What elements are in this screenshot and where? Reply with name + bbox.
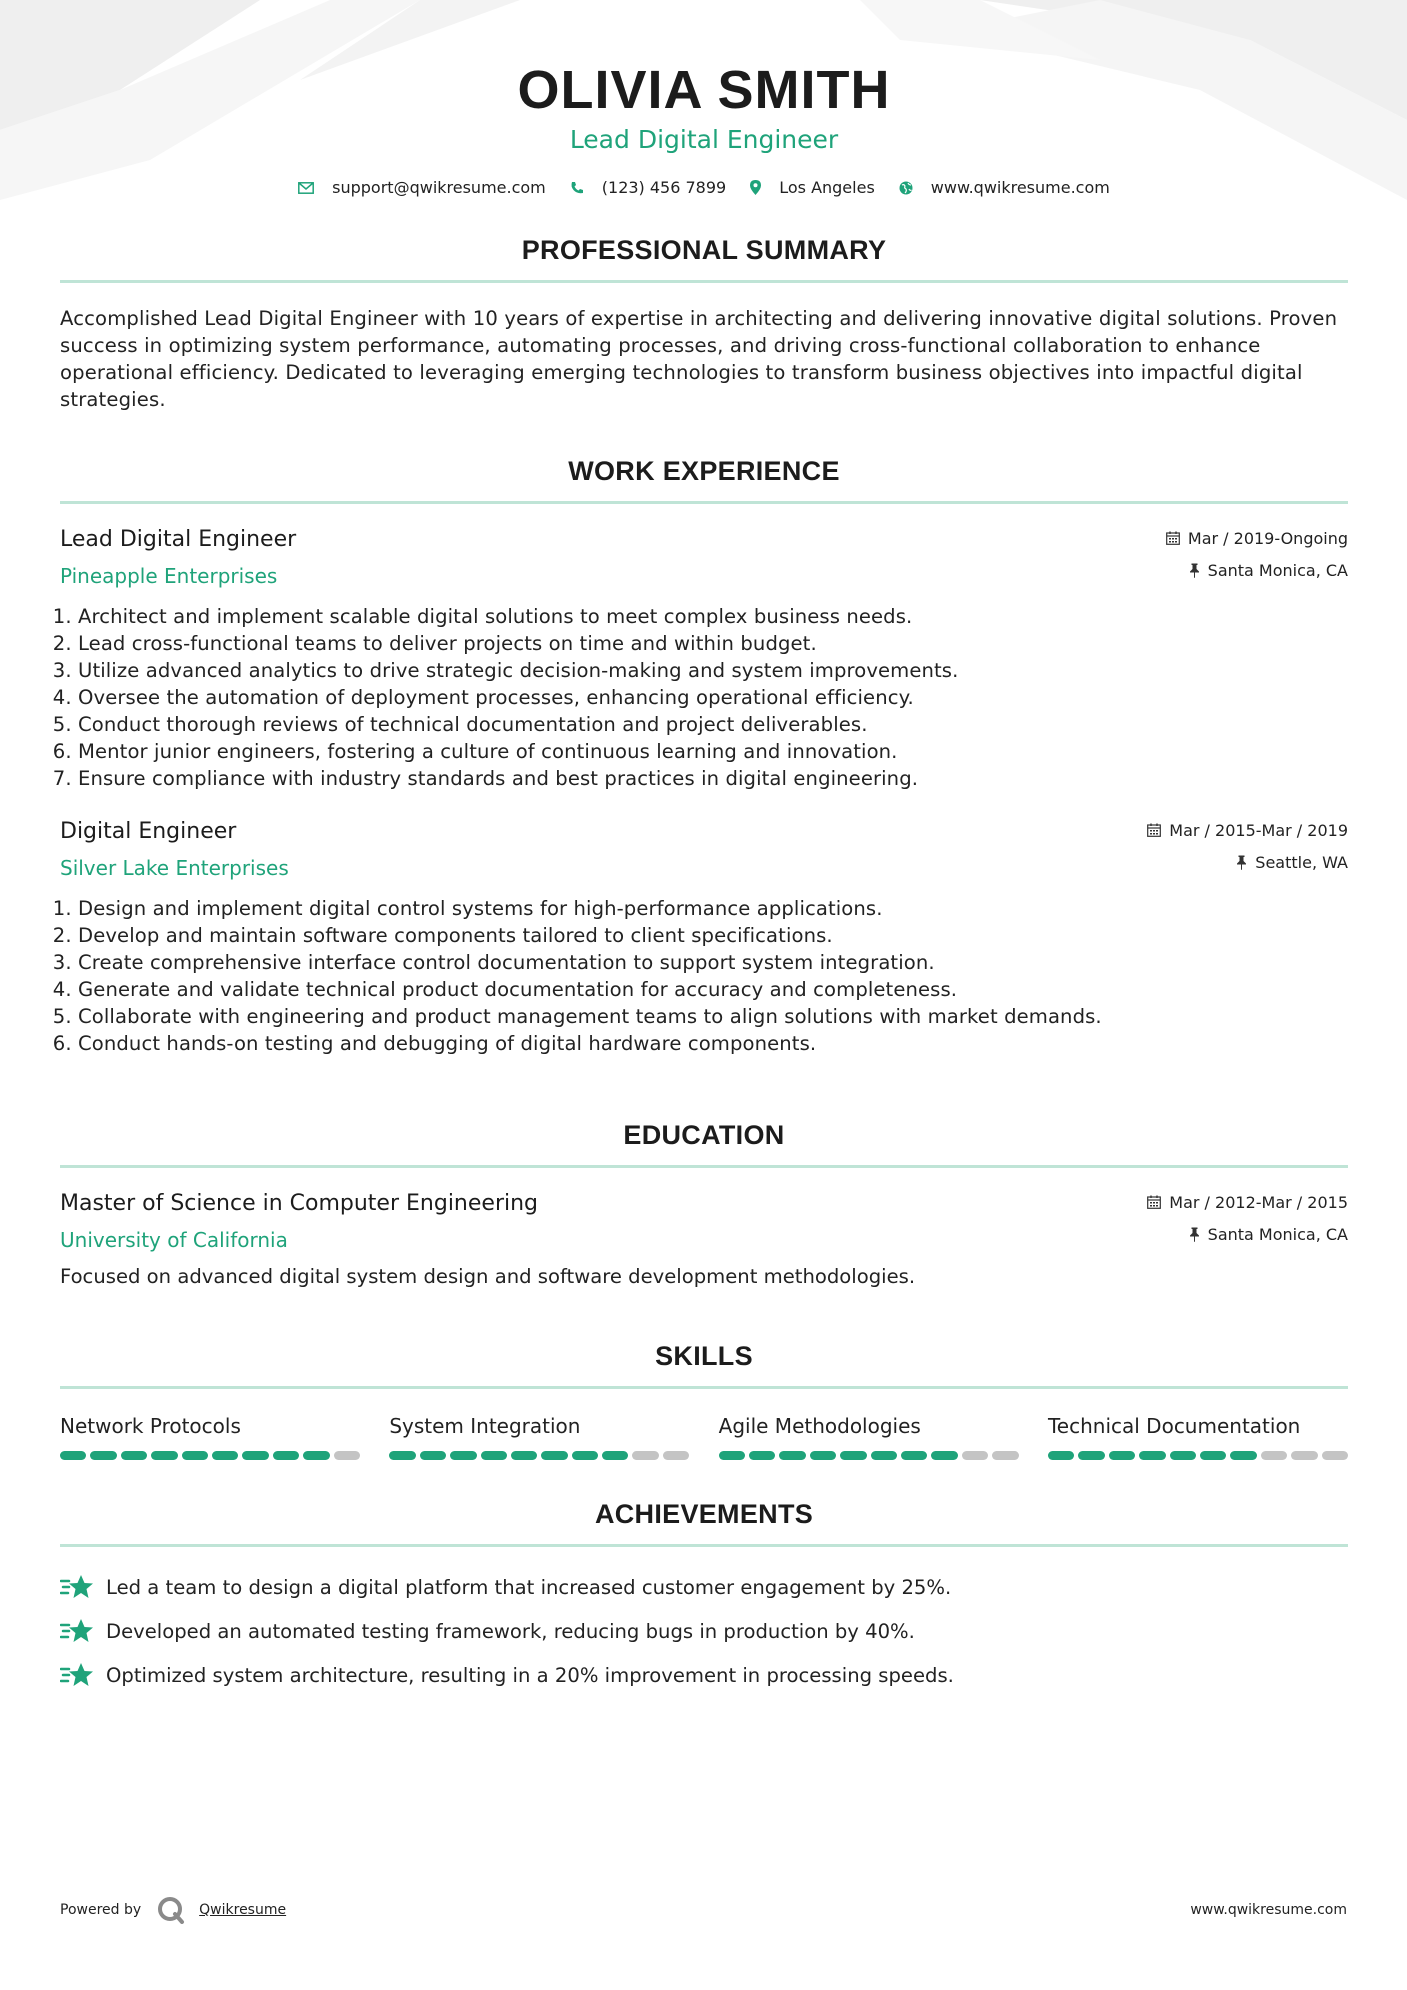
skill-name: System Integration [389,1414,581,1438]
section-title-summary: PROFESSIONAL SUMMARY [521,235,887,265]
page-footer [60,1896,1347,1924]
skill-segment-filled [1139,1451,1165,1460]
job-title: Digital Engineer [60,819,237,844]
pushpin-icon [1189,563,1200,578]
job-location-text: Santa Monica, CA [1207,560,1348,580]
job-dates-text: Mar / 2019-Ongoing [1187,528,1348,548]
location-text: Los Angeles [779,178,875,197]
education-meta [1147,1190,1348,1246]
skill-segment-empty [992,1451,1018,1460]
skill-name: Technical Documentation [1047,1414,1301,1438]
skill-level-bar [389,1451,689,1460]
skill-segment-filled [602,1451,628,1460]
section-title-skills: SKILLS [655,1341,753,1371]
job-duties [60,895,1348,1057]
section-divider [60,501,1348,504]
job-entry [60,818,1348,1057]
job-dates-text: Mar / 2015-Mar / 2019 [1169,820,1348,840]
skill-segment-filled [779,1451,805,1460]
globe-icon [899,181,913,195]
pushpin-icon [1189,1227,1200,1242]
skill-segment-filled [511,1451,537,1460]
calendar-icon [1166,531,1180,545]
achievement-item [60,1653,1348,1697]
list-item: 1. Design and implement digital control systems for high-performance applications. [78,895,1348,922]
achievement-text: Led a team to design a digital platform that increased customer engagement by 25%. [106,1575,952,1599]
calendar-icon [1147,823,1161,837]
achievement-text: Optimized system architecture, resulting in a 20% improvement in processing speeds. [106,1663,954,1687]
skill-name: Agile Methodologies [718,1414,921,1438]
education-dates-text: Mar / 2012-Mar / 2015 [1169,1192,1348,1212]
phone-text: (123) 456 7899 [601,178,727,197]
skill-segment-filled [481,1451,507,1460]
skills-list [60,1413,1348,1460]
email-text: support@qwikresume.com [332,178,546,197]
skill-segment-filled [810,1451,836,1460]
section-title-education: EDUCATION [623,1120,785,1150]
skill-segment-filled [840,1451,866,1460]
skill-segment-filled [931,1451,957,1460]
map-pin-icon [750,180,761,195]
skill-segment-filled [749,1451,775,1460]
skills-section [60,1340,1348,1460]
section-title-achievements: ACHIEVEMENTS [594,1499,814,1529]
skill-segment-filled [450,1451,476,1460]
calendar-icon [1147,1195,1161,1209]
job-meta [1147,818,1348,874]
resume-page [60,0,1348,1697]
skill-segment-filled [1170,1451,1196,1460]
list-item: 1. Architect and implement scalable digital solutions to meet complex business needs. [78,603,1348,630]
job-dates [1166,526,1348,550]
education-location [1147,1222,1348,1246]
skill-segment-empty [663,1451,689,1460]
skill-level-bar [1048,1451,1348,1460]
job-meta [1166,526,1348,582]
candidate-name: OLIVIA SMITH [517,60,891,120]
list-item: 6. Conduct hands-on testing and debugging of digital hardware components. [78,1030,1348,1057]
skill-segment-empty [962,1451,988,1460]
job-duties [60,603,1348,792]
contact-email[interactable] [298,178,546,197]
list-item: 3. Utilize advanced analytics to drive strategic decision-making and system improvements. [78,657,1348,684]
star-icon [60,1574,94,1600]
skill-segment-filled [1200,1451,1226,1460]
achievements-section [60,1498,1348,1697]
list-item: 6. Mentor junior engineers, fostering a culture of continuous learning and innovation. [78,738,1348,765]
job-company: Pineapple Enterprises [60,564,278,588]
skill-item [719,1413,1019,1460]
section-title-experience: WORK EXPERIENCE [568,456,840,486]
skill-segment-filled [303,1451,329,1460]
skill-name: Network Protocols [60,1414,241,1438]
education-section [60,1119,1348,1290]
phone-icon [570,181,584,195]
skill-segment-filled [1078,1451,1104,1460]
skill-segment-filled [90,1451,116,1460]
powered-by-label: Powered by [60,1902,142,1918]
skill-segment-filled [1048,1451,1074,1460]
job-company: Silver Lake Enterprises [60,856,289,880]
skill-segment-empty [1322,1451,1348,1460]
skill-segment-filled [212,1451,238,1460]
skill-segment-filled [901,1451,927,1460]
education-description: Focused on advanced digital system design and software development methodologies. [60,1265,916,1288]
skill-segment-filled [273,1451,299,1460]
envelope-icon [298,182,314,194]
skill-item [389,1413,689,1460]
list-item: 5. Conduct thorough reviews of technical documentation and project deliverables. [78,711,1348,738]
contact-bar [60,178,1348,197]
skill-segment-filled [541,1451,567,1460]
job-entry [60,526,1348,792]
skill-segment-filled [60,1451,86,1460]
skill-item [1048,1413,1348,1460]
section-divider [60,280,1348,283]
star-icon [60,1662,94,1688]
education-location-text: Santa Monica, CA [1207,1224,1348,1244]
skill-segment-filled [242,1451,268,1460]
skill-segment-filled [121,1451,147,1460]
contact-website[interactable] [899,178,1110,197]
list-item: 5. Collaborate with engineering and product management teams to align solutions with market demands. [78,1003,1348,1030]
pushpin-icon [1236,855,1247,870]
achievement-item [60,1609,1348,1653]
list-item: 2. Lead cross-functional teams to deliver projects on time and within budget. [78,630,1348,657]
skill-segment-empty [632,1451,658,1460]
job-location-text: Seattle, WA [1255,852,1348,872]
education-dates [1147,1190,1348,1214]
skill-segment-empty [334,1451,360,1460]
achievement-text: Developed an automated testing framework, reducing bugs in production by 40%. [106,1619,915,1643]
list-item: 4. Oversee the automation of deployment processes, enhancing operational efficiency. [78,684,1348,711]
skill-segment-filled [420,1451,446,1460]
qwikresume-logo-icon [157,1896,185,1924]
achievement-item [60,1565,1348,1609]
achievements-list [60,1565,1348,1697]
degree-title: Master of Science in Computer Engineering [60,1191,539,1216]
star-icon [60,1618,94,1644]
job-location [1147,850,1348,874]
resume-header [60,58,1348,197]
skill-item [60,1413,360,1460]
skill-segment-empty [1261,1451,1287,1460]
school-name: University of California [60,1228,288,1252]
list-item: 4. Generate and validate technical product documentation for accuracy and completeness. [78,976,1348,1003]
experience-section [60,455,1348,1057]
list-item: 7. Ensure compliance with industry standards and best practices in digital engineering. [78,765,1348,792]
job-location [1166,558,1348,582]
list-item: 2. Develop and maintain software components tailored to client specifications. [78,922,1348,949]
skill-segment-filled [151,1451,177,1460]
summary-section [60,234,1348,413]
skill-segment-filled [871,1451,897,1460]
candidate-title: Lead Digital Engineer [569,125,839,154]
skill-segment-filled [572,1451,598,1460]
list-item: 3. Create comprehensive interface control documentation to support system integration. [78,949,1348,976]
job-title: Lead Digital Engineer [60,527,297,552]
footer-website[interactable]: www.qwikresume.com [1190,1902,1347,1918]
summary-text: Accomplished Lead Digital Engineer with 10 years of expertise in architecting and delivering innovative digital solutions. Proven success in optimizing system performance, automating processes, and driving cross-functional collaboration to enhance operational efficiency. Dedicated to leveraging emerging technologies to transform business objectives into impactful digital strategies. [60,307,1338,411]
section-divider [60,1165,1348,1168]
skill-segment-filled [1109,1451,1135,1460]
section-divider [60,1386,1348,1389]
qwikresume-link[interactable]: Qwikresume [199,1902,287,1918]
powered-by [60,1896,286,1924]
contact-phone[interactable] [570,178,726,197]
skill-segment-filled [182,1451,208,1460]
skill-level-bar [719,1451,1019,1460]
skill-segment-filled [1230,1451,1256,1460]
skill-level-bar [60,1451,360,1460]
section-divider [60,1544,1348,1547]
skill-segment-empty [1291,1451,1317,1460]
job-dates [1147,818,1348,842]
skill-segment-filled [719,1451,745,1460]
contact-location [750,178,875,197]
education-entry [60,1190,1348,1290]
skill-segment-filled [389,1451,415,1460]
website-text: www.qwikresume.com [930,178,1110,197]
